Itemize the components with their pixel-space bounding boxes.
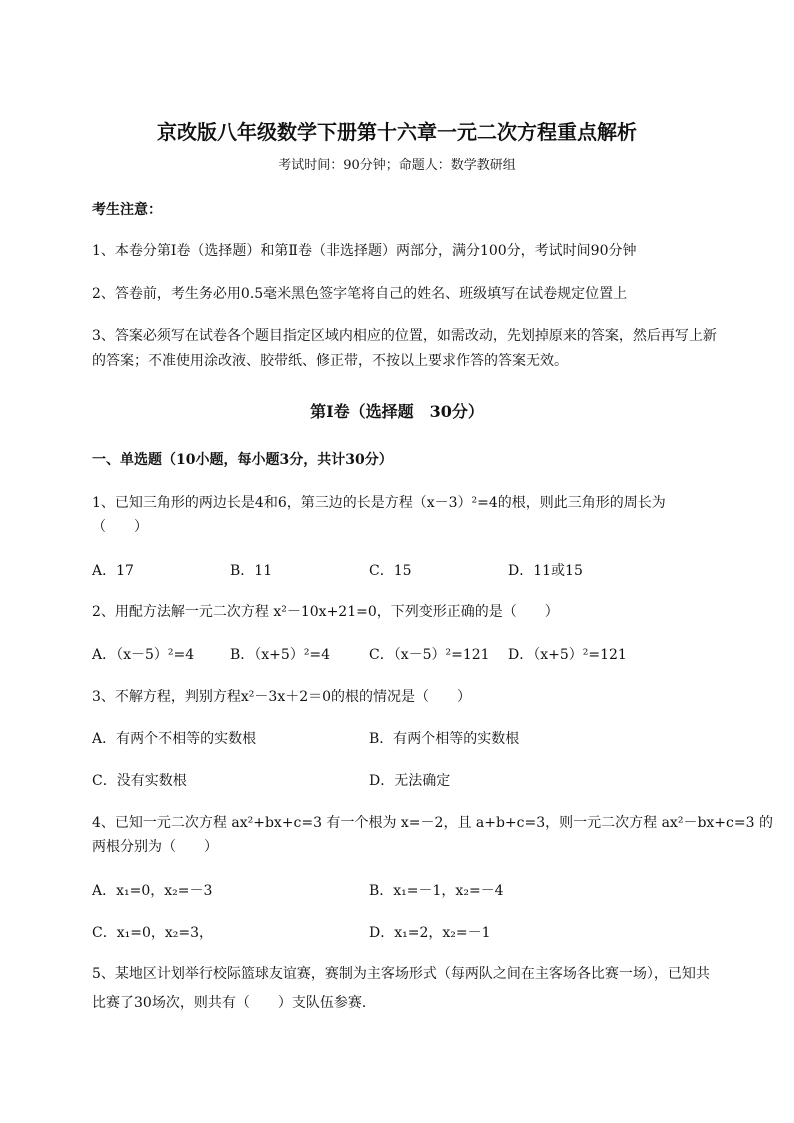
question-1-option-b: B．11: [230, 563, 273, 579]
notice-item-2: 2、答卷前，考生务必用0.5毫米黑色签字笔将自己的姓名、班级填写在试卷规定位置上: [92, 286, 628, 302]
notice-item-3-continued: 的答案；不准使用涂改液、胶带纸、修正带，不按以上要求作答的答案无效。: [92, 353, 568, 369]
question-1-option-d: D．11或15: [508, 563, 583, 579]
question-4-option-b: B．x₁=－1，x₂=－4: [369, 883, 504, 899]
page-title: 京改版八年级数学下册第十六章一元二次方程重点解析: [157, 120, 637, 144]
question-2-option-c: C．（x－5）²=121: [369, 647, 490, 663]
question-4-option-a: A．x₁=0，x₂=－3: [92, 883, 213, 899]
section-title: 第I卷（选择题 30分）: [310, 402, 484, 421]
notice-item-1: 1、本卷分第I卷（选择题）和第Ⅱ卷（非选择题）两部分，满分100分，考试时间90分钟: [92, 243, 637, 259]
notice-item-3: 3、答案必须写在试卷各个题目指定区域内相应的位置，如需改动，先划掉原来的答案，然后再写上新: [92, 328, 717, 344]
part-heading: 一、单选题（10小题，每小题3分，共计30分）: [92, 452, 393, 468]
question-3-option-a: A．有两个不相等的实数根: [92, 731, 257, 747]
page-subtitle: 考试时间：90分钟；命题人：数学教研组: [278, 158, 516, 173]
question-3-text: 3、不解方程，判别方程x²－3x＋2＝0的根的情况是（ ）: [92, 689, 472, 705]
question-3-option-c: C．没有实数根: [92, 773, 187, 789]
question-2-option-d: D．（x+5）²=121: [508, 647, 627, 663]
question-1-option-c: C．15: [369, 563, 412, 579]
question-1-blank: （ ）: [92, 519, 148, 535]
question-4-text: 4、已知一元二次方程 ax²+bx+c=3 有一个根为 x=－2，且 a+b+c=3，则一元二次方程 ax²－bx+c=3 的: [92, 815, 773, 831]
question-3-option-b: B．有两个相等的实数根: [369, 731, 520, 747]
question-5-text-continued: 比赛了30场次，则共有（ ）支队伍参赛．: [92, 995, 376, 1011]
question-2-text: 2、用配方法解一元二次方程 x²－10x+21=0，下列变形正确的是（ ）: [92, 604, 559, 620]
question-4-text-continued: 两根分别为（ ）: [92, 839, 218, 855]
question-4-option-d: D．x₁=2，x₂=－1: [369, 925, 491, 941]
notice-heading: 考生注意：: [92, 202, 162, 218]
question-3-option-d: D．无法确定: [369, 773, 451, 789]
question-5-text: 5、某地区计划举行校际篮球友谊赛，赛制为主客场形式（每两队之间在主客场各比赛一场），已知共: [92, 966, 710, 982]
question-4-option-c: C．x₁=0，x₂=3，: [92, 925, 214, 941]
question-2-option-b: B．（x+5）²=4: [230, 647, 331, 663]
question-2-option-a: A．（x－5）²=4: [92, 647, 195, 663]
question-1-option-a: A．17: [92, 563, 134, 579]
question-1-text: 1、已知三角形的两边长是4和6，第三边的长是方程（x－3）²=4的根，则此三角形的周长为: [92, 495, 666, 511]
